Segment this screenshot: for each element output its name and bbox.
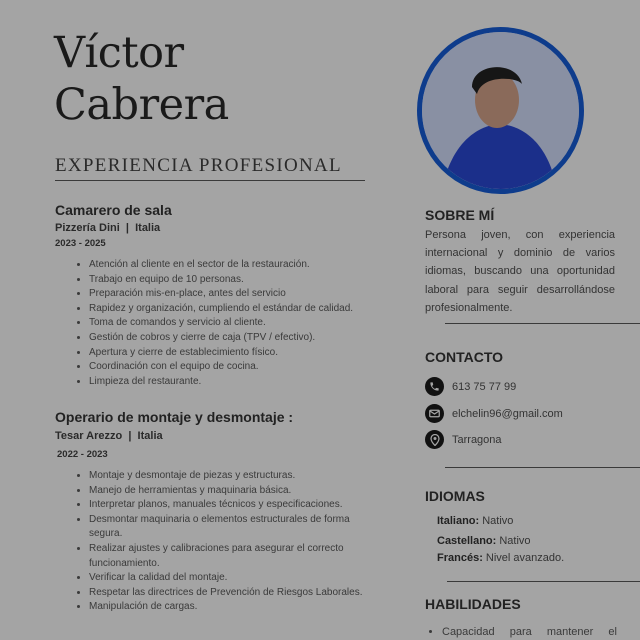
list-item: • Manejo de herramientas y maquinaria básica. xyxy=(89,484,384,499)
list-item: • Respetar las directrices de Prevención de Riesgos Laborales. xyxy=(89,586,384,601)
language-level: Nativo xyxy=(496,535,531,547)
location-pin-icon xyxy=(425,430,444,449)
list-item: • Montaje y desmontaje de piezas y estructuras. xyxy=(89,469,384,484)
email-text: elchelin96@gmail.com xyxy=(452,407,563,420)
name-last: Cabrera xyxy=(54,80,229,130)
person-portrait-icon xyxy=(422,32,579,189)
list-item: • Capacidad para mantener el xyxy=(442,625,617,640)
name-first: Víctor xyxy=(54,28,184,78)
contact-phone[interactable] xyxy=(425,377,516,396)
job-title: Operario de montaje y desmontaje : xyxy=(55,409,294,425)
about-text: Persona joven, con experiencia internacional y dominio de varios idiomas, buscando una oportunidad laboral para seguir desarrollándose profesionalmente. xyxy=(425,229,615,314)
list-item: • Manipulación de cargas. xyxy=(89,600,384,615)
location-text: Tarragona xyxy=(452,433,502,446)
language-level: Nativo xyxy=(479,515,514,527)
language-item xyxy=(437,535,531,547)
languages-heading: IDIOMAS xyxy=(425,488,485,504)
list-item: • Realizar ajustes y calibraciones para asegurar el correcto funcionamiento. xyxy=(89,542,384,571)
phone-icon xyxy=(425,377,444,396)
contact-heading: CONTACTO xyxy=(425,349,504,365)
language-name: Francés: xyxy=(437,552,483,564)
experience-heading: EXPERIENCIA PROFESIONAL xyxy=(55,155,342,176)
job-title: Camarero de sala xyxy=(55,202,172,218)
mail-icon xyxy=(425,404,444,423)
divider xyxy=(445,323,640,324)
job-dates: 2022 - 2023 xyxy=(57,449,108,460)
list-item: • Trabajo en equipo de 10 personas. xyxy=(89,273,384,288)
job-dates: 2023 - 2025 xyxy=(55,238,106,249)
divider xyxy=(447,581,640,582)
job-bullets xyxy=(75,258,384,389)
job-company: Tesar Arezzo | Italia xyxy=(55,430,163,442)
skills-list xyxy=(428,625,617,640)
job-bullets xyxy=(75,469,384,615)
contact-location xyxy=(425,430,502,449)
list-item: • Gestión de cobros y cierre de caja (TPV / efectivo). xyxy=(89,331,384,346)
list-item: • Limpieza del restaurante. xyxy=(89,375,384,390)
job-company: Pizzería Dini | Italia xyxy=(55,222,161,234)
list-item: • Coordinación con el equipo de cocina. xyxy=(89,360,384,375)
divider xyxy=(445,467,640,468)
list-item: • Preparación mis-en-place, antes del servicio xyxy=(89,287,384,302)
language-name: Italiano: xyxy=(437,515,480,527)
language-level: Nivel avanzado. xyxy=(482,552,565,564)
divider xyxy=(55,180,365,181)
phone-text: 613 75 77 99 xyxy=(452,380,517,393)
list-item: • Interpretar planos, manuales técnicos y especificaciones. xyxy=(89,498,384,513)
list-item: • Atención al cliente en el sector de la restauración. xyxy=(89,258,384,273)
language-item xyxy=(437,515,513,527)
list-item: • Rapidez y organización, cumpliendo el estándar de calidad. xyxy=(89,302,384,317)
language-name: Castellano: xyxy=(437,535,497,547)
contact-email[interactable] xyxy=(425,404,563,423)
list-item: • Toma de comandos y servicio al cliente. xyxy=(89,316,384,331)
language-item xyxy=(437,552,564,564)
skills-heading: HABILIDADES xyxy=(425,596,521,612)
list-item: • Apertura y cierre de establecimiento físico. xyxy=(89,346,384,361)
about-heading: SOBRE MÍ xyxy=(425,207,495,223)
profile-photo xyxy=(417,27,584,194)
list-item: • Desmontar maquinaria o elementos estructurales de forma segura. xyxy=(89,513,384,542)
list-item: • Verificar la calidad del montaje. xyxy=(89,571,384,586)
